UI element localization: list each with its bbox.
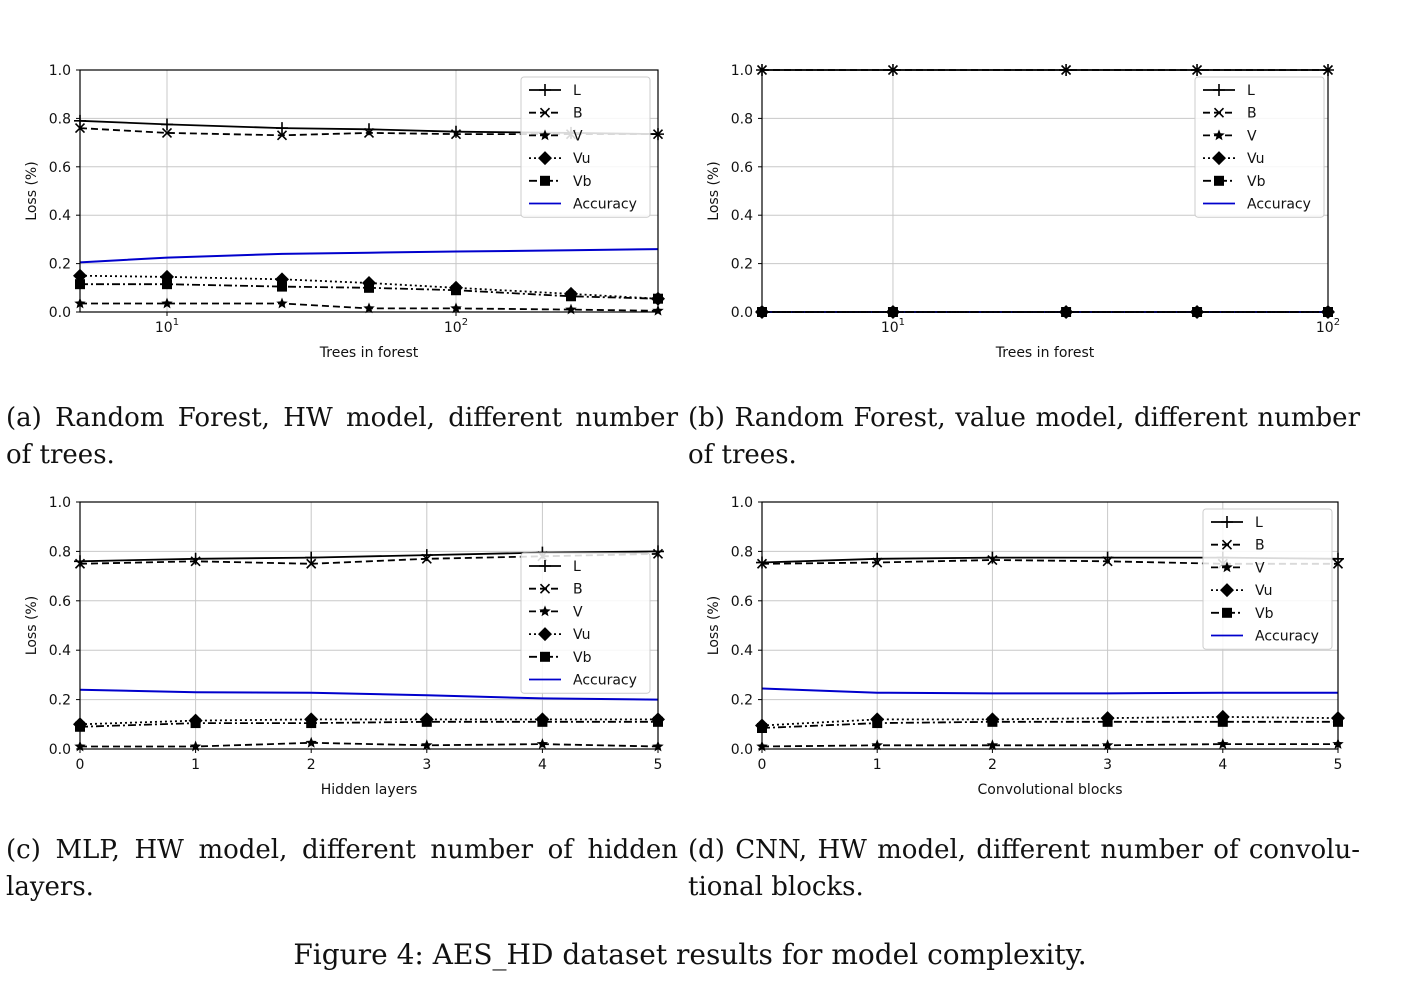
x-tick-label: $10^1$: [880, 317, 906, 336]
caption-c: (c) MLP, HW model, different number of hidden layers.: [6, 835, 678, 902]
legend: [1203, 509, 1332, 649]
x-tick-label: 2: [306, 757, 316, 773]
x-tick-label: 4: [1218, 757, 1228, 773]
caption-b: (b) Random Forest, value model, different number of trees.: [688, 403, 1360, 470]
y-tick-label: 0.0: [48, 305, 71, 321]
y-tick-label: 0.4: [730, 643, 753, 660]
legend-label: V: [573, 604, 583, 621]
panel-c: [0, 432, 700, 912]
legend-label: L: [573, 83, 581, 99]
legend: [521, 553, 650, 693]
legend-label: B: [1255, 537, 1265, 554]
figure-caption: Figure 4: AES_HD dataset results for model complexity.: [293, 938, 1087, 971]
legend-marker-vb: [540, 176, 550, 186]
y-tick-label: 0.2: [48, 692, 71, 709]
legend-marker-vb: [1222, 608, 1232, 618]
x-tick-label: $10^2$: [1315, 317, 1341, 336]
x-axis-label: Hidden layers: [320, 782, 418, 798]
legend-label: B: [573, 105, 583, 122]
series-line-vb: [80, 722, 658, 727]
x-tick-exponent: 2: [1333, 317, 1341, 328]
x-tick-label: 3: [422, 757, 432, 773]
y-tick-label: 0.0: [730, 742, 753, 758]
x-tick-exponent: 1: [172, 317, 180, 328]
x-tick-label: 0: [75, 757, 85, 773]
y-tick-label: 0.4: [48, 208, 71, 225]
caption-d: (d) CNN, HW model, different number of convolu- tional blocks.: [688, 835, 1360, 902]
series-line-v: [762, 744, 1338, 746]
y-tick-label: 1.0: [730, 63, 753, 79]
series-line-accuracy: [762, 689, 1338, 694]
x-tick-label: 1: [191, 757, 201, 773]
x-tick-label: 5: [653, 757, 663, 773]
legend-label: Vb: [573, 649, 592, 666]
panel-b: [682, 0, 1382, 480]
legend-label: Vu: [573, 151, 591, 168]
series-line-v: [80, 743, 658, 747]
legend-marker-vb: [540, 652, 550, 662]
y-tick-label: 0.0: [48, 742, 71, 758]
y-tick-label: 1.0: [730, 495, 753, 511]
legend-label: L: [573, 559, 581, 575]
x-tick-label: 3: [1103, 757, 1113, 773]
y-tick-label: 0.8: [48, 111, 71, 128]
y-tick-label: 0.6: [730, 159, 753, 176]
point-l: [363, 123, 375, 135]
x-tick-label: 4: [537, 757, 547, 773]
y-tick-label: 0.8: [48, 544, 71, 561]
chart-b: [682, 0, 1382, 380]
legend-label: L: [1247, 83, 1255, 99]
chart-c: [0, 432, 700, 812]
y-axis-label: Loss (%): [706, 161, 722, 221]
point-l: [305, 552, 317, 564]
legend-label: B: [573, 581, 583, 598]
chart-d: [682, 432, 1382, 812]
legend-label: Accuracy: [573, 196, 637, 213]
y-tick-label: 0.2: [730, 256, 753, 273]
legend-label: Accuracy: [1247, 196, 1311, 213]
y-tick-label: 0.6: [48, 593, 71, 610]
legend-label: B: [1247, 105, 1257, 122]
point-v: [565, 304, 576, 315]
y-tick-label: 0.8: [730, 544, 753, 561]
panel-d: [682, 432, 1382, 912]
y-tick-label: 0.4: [730, 208, 753, 225]
series-line-vb: [762, 722, 1338, 728]
x-tick-exponent: 2: [461, 317, 469, 328]
y-tick-label: 0.4: [48, 643, 71, 660]
x-axis-label: Convolutional blocks: [977, 782, 1123, 798]
x-tick-label: $10^1$: [154, 317, 180, 336]
legend-label: Vb: [1255, 605, 1274, 622]
y-tick-label: 0.6: [48, 159, 71, 176]
point-l: [276, 122, 288, 134]
legend-label: Vb: [573, 173, 592, 190]
x-tick-label: 0: [757, 757, 767, 773]
y-axis-label: Loss (%): [706, 595, 722, 656]
y-tick-label: 0.8: [730, 111, 753, 128]
x-tick-label: 1: [872, 757, 882, 773]
legend-label: Vu: [573, 627, 591, 644]
legend-label: Vu: [1247, 151, 1265, 168]
x-axis-label: Trees in forest: [995, 345, 1095, 361]
legend-marker-vb: [1214, 176, 1224, 186]
x-tick-label: 2: [987, 757, 997, 773]
point-l: [450, 126, 462, 138]
legend-label: Vb: [1247, 173, 1266, 190]
y-axis-label: Loss (%): [24, 595, 40, 656]
legend-label: V: [1247, 128, 1257, 145]
x-tick-exponent: 1: [898, 317, 906, 328]
x-axis-label: Trees in forest: [319, 345, 419, 361]
legend-label: V: [1255, 560, 1265, 577]
y-axis-label: Loss (%): [24, 161, 40, 221]
x-tick-label: $10^2$: [443, 317, 469, 336]
y-tick-label: 0.2: [730, 692, 753, 709]
legend-label: Vu: [1255, 583, 1273, 600]
y-tick-label: 0.0: [730, 305, 753, 321]
panel-a: [0, 0, 700, 480]
y-tick-label: 1.0: [48, 495, 71, 511]
legend-label: Accuracy: [573, 672, 637, 689]
y-tick-label: 0.6: [730, 593, 753, 610]
y-tick-label: 0.2: [48, 256, 71, 273]
point-l: [986, 552, 998, 564]
legend-label: V: [573, 128, 583, 145]
legend-label: Accuracy: [1255, 628, 1319, 645]
point-v: [276, 298, 287, 309]
point-l: [190, 553, 202, 565]
chart-a: [0, 0, 700, 380]
caption-a: (a) Random Forest, HW model, different number of trees.: [6, 403, 678, 470]
y-tick-label: 1.0: [48, 63, 71, 79]
x-tick-label: 5: [1333, 757, 1343, 773]
legend: [1195, 77, 1324, 217]
legend: [521, 77, 650, 217]
legend-label: L: [1255, 515, 1263, 531]
